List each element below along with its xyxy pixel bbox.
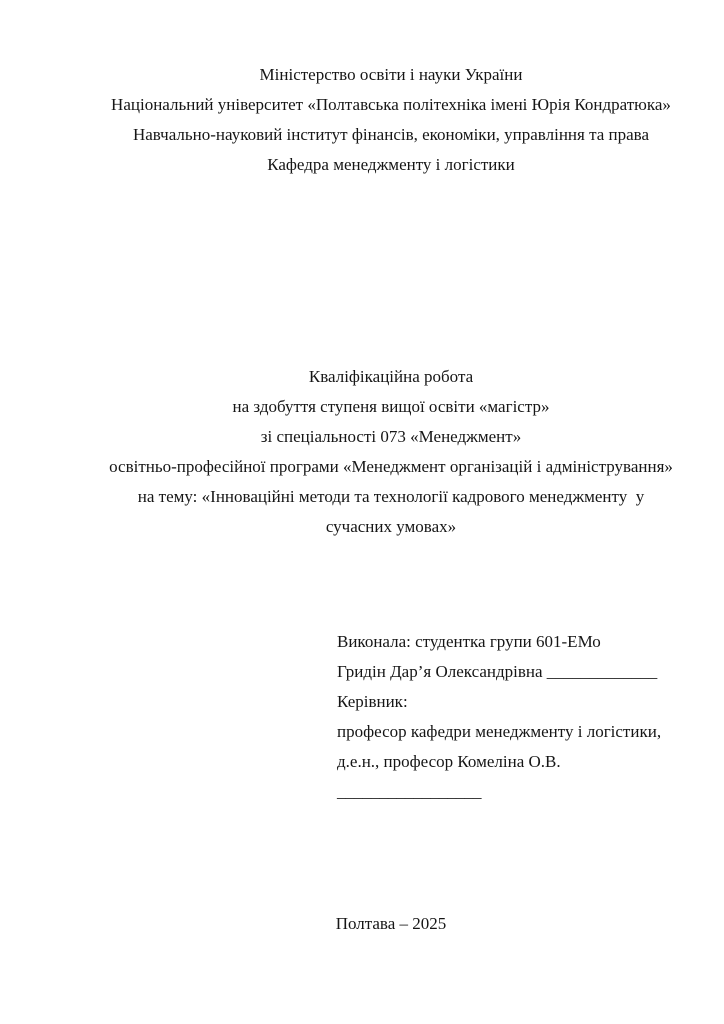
supervisor-position-line: професор кафедри менеджменту і логістики,: [337, 722, 662, 741]
footer-block: [88, 909, 694, 939]
institute-line: Навчально-науковий інститут фінансів, економіки, управління та права: [132, 125, 650, 144]
program-line: освітньо-професійної програми «Менеджмент організацій і адміністрування»: [109, 457, 673, 476]
topic-line-1: на тему: «Інноваційні методи та технології кадрового менеджменту у: [137, 487, 645, 506]
work-type-line: Кваліфікаційна робота: [308, 367, 474, 386]
signature-block: [337, 627, 697, 807]
degree-line: на здобуття ступеня вищої освіти «магістр»: [232, 397, 550, 416]
supervisor-name-line: д.е.н., професор Комеліна О.В. _________________: [337, 752, 565, 801]
university-line: Національний університет «Полтавська політехніка імені Юрія Кондратюка»: [111, 95, 671, 114]
specialty-line: зі спеціальності 073 «Менеджмент»: [260, 427, 522, 446]
student-name-line: Гридін Дар’я Олександрівна _____________: [337, 662, 658, 681]
performer-line: Виконала: студентка групи 601-ЕМо: [337, 632, 601, 651]
city-year-line: Полтава – 2025: [335, 914, 447, 933]
department-line: Кафедра менеджменту і логістики: [267, 155, 515, 174]
ministry-line: Міністерство освіти і науки України: [259, 65, 523, 84]
topic-line-2: сучасних умовах»: [325, 517, 457, 536]
header-block: [88, 60, 694, 180]
title-block: [70, 362, 712, 542]
supervisor-label-line: Керівник:: [337, 692, 408, 711]
